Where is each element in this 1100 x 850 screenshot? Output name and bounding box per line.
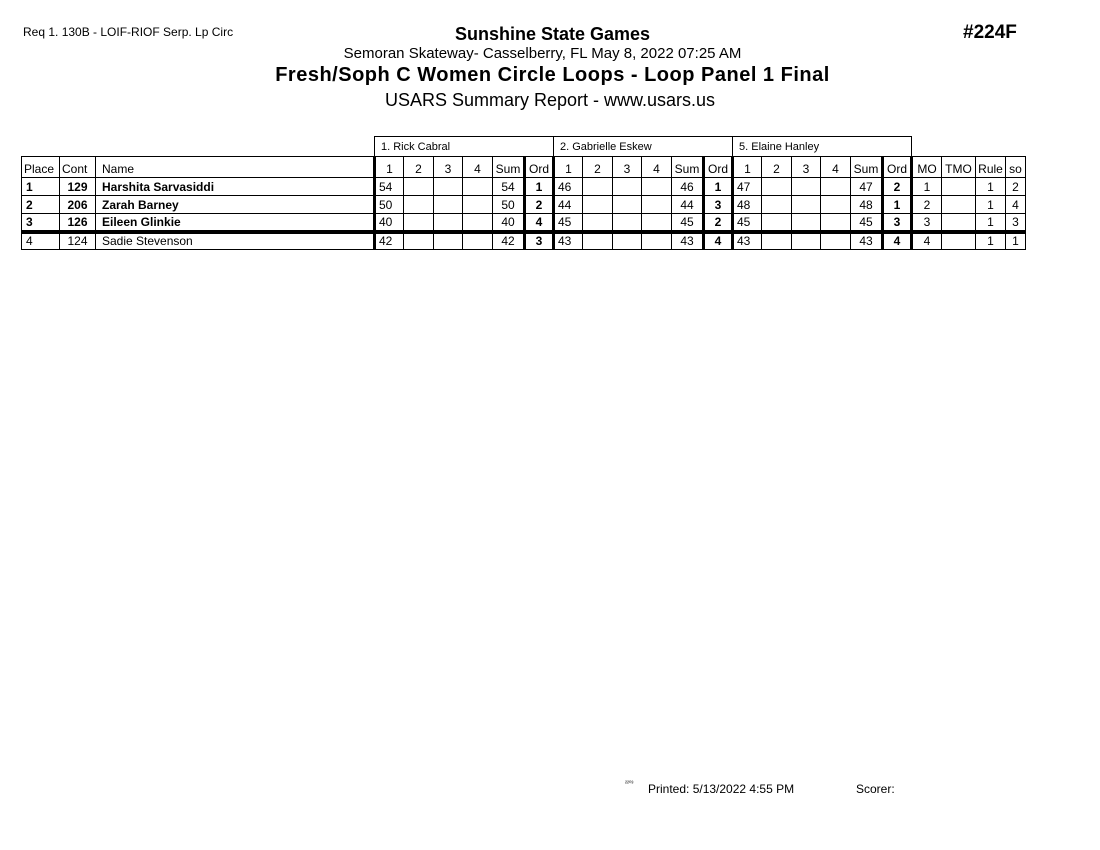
header-judge-2-col-2: 2 (583, 157, 613, 178)
footer-mark: ²²⁰³ (625, 781, 634, 787)
header-judge-1-col-4: 4 (463, 157, 493, 178)
so-cell: 4 (1006, 196, 1026, 214)
judge-ordinal-cell: 3 (883, 214, 912, 232)
judge-sum-cell: 42 (493, 232, 525, 250)
header-so: so (1006, 157, 1026, 178)
results-table (21, 136, 1026, 250)
judge-score-cell (434, 214, 463, 232)
judge-sum-cell: 46 (672, 178, 704, 196)
tmo-cell (942, 178, 976, 196)
judge-ordinal-cell: 1 (883, 196, 912, 214)
cont-cell: 126 (60, 214, 96, 232)
header-judge-1-col-1: 1 (375, 157, 404, 178)
printed-timestamp: Printed: 5/13/2022 4:55 PM (648, 782, 795, 796)
judge-score-cell (404, 196, 434, 214)
venue-date: Semoran Skateway- Casselberry, FL May 8, 2022 07:25 AM (343, 45, 742, 62)
header-judge-3-col-2: 2 (762, 157, 792, 178)
judge-score-cell (821, 214, 851, 232)
judge-score-cell (613, 196, 642, 214)
judge-score-cell (434, 196, 463, 214)
header-judge-3-col-6: Ord (883, 157, 912, 178)
judge-score-cell: 45 (733, 214, 762, 232)
judge-score-cell (642, 196, 672, 214)
judge-score-cell (792, 196, 821, 214)
judge-sum-cell: 45 (672, 214, 704, 232)
judge-score-cell: 42 (375, 232, 404, 250)
judge-score-cell (821, 232, 851, 250)
judge-ordinal-cell: 2 (525, 196, 554, 214)
header-judge-2-col-6: Ord (704, 157, 733, 178)
mo-cell: 1 (912, 178, 942, 196)
judge-score-cell (463, 196, 493, 214)
mo-cell: 3 (912, 214, 942, 232)
cont-cell: 129 (60, 178, 96, 196)
mo-cell: 2 (912, 196, 942, 214)
header-judge-1-col-3: 3 (434, 157, 463, 178)
name-cell: Eileen Glinkie (96, 214, 375, 232)
judge-sum-cell: 48 (851, 196, 883, 214)
judge-2-name: 2. Gabrielle Eskew (554, 137, 733, 157)
judge-sum-cell: 50 (493, 196, 525, 214)
judge-score-cell (792, 178, 821, 196)
judge-score-cell: 40 (375, 214, 404, 232)
header-cont: Cont (60, 157, 96, 178)
judge-score-cell (583, 196, 613, 214)
header-judge-2-col-4: 4 (642, 157, 672, 178)
judge-ordinal-cell: 3 (525, 232, 554, 250)
judge-score-cell (434, 232, 463, 250)
judge-score-cell: 48 (733, 196, 762, 214)
place-cell: 3 (22, 214, 60, 232)
table-row (22, 178, 1026, 196)
judge-score-cell: 47 (733, 178, 762, 196)
place-cell: 1 (22, 178, 60, 196)
so-cell: 2 (1006, 178, 1026, 196)
name-cell: Zarah Barney (96, 196, 375, 214)
place-cell: 2 (22, 196, 60, 214)
report-title: USARS Summary Report - www.usars.us (384, 90, 716, 110)
judge-ordinal-cell: 3 (704, 196, 733, 214)
judges-row (22, 137, 1026, 157)
so-cell: 1 (1006, 232, 1026, 250)
request-label: Req 1. 130B - LOIF-RIOF Serp. Lp Circ (23, 25, 234, 39)
header-name: Name (96, 157, 375, 178)
judge-score-cell (404, 232, 434, 250)
header-judge-2-col-5: Sum (672, 157, 704, 178)
judge-score-cell (792, 232, 821, 250)
header-judge-3-col-1: 1 (733, 157, 762, 178)
judge-score-cell: 43 (733, 232, 762, 250)
judge-score-cell (762, 214, 792, 232)
name-cell: Harshita Sarvasiddi (96, 178, 375, 196)
so-cell: 3 (1006, 214, 1026, 232)
cont-cell: 124 (60, 232, 96, 250)
judge-score-cell (762, 196, 792, 214)
judge-ordinal-cell: 4 (525, 214, 554, 232)
judge-score-cell (404, 178, 434, 196)
judge-score-cell (642, 178, 672, 196)
judge-score-cell: 45 (554, 214, 583, 232)
header-judge-1-col-5: Sum (493, 157, 525, 178)
header-mo: MO (912, 157, 942, 178)
header-judge-1-col-2: 2 (404, 157, 434, 178)
judge-ordinal-cell: 4 (704, 232, 733, 250)
header-judge-1-col-6: Ord (525, 157, 554, 178)
table-row (22, 232, 1026, 250)
column-header-row (22, 157, 1026, 178)
judge-score-cell (583, 232, 613, 250)
event-number: #224F (963, 22, 1017, 43)
rule-cell: 1 (976, 178, 1006, 196)
judge-score-cell (821, 196, 851, 214)
name-cell: Sadie Stevenson (96, 232, 375, 250)
judge-score-cell (792, 214, 821, 232)
judge-ordinal-cell: 2 (883, 178, 912, 196)
judge-score-cell (434, 178, 463, 196)
scorer-label: Scorer: (856, 782, 895, 796)
judge-score-cell (642, 232, 672, 250)
judge-sum-cell: 43 (672, 232, 704, 250)
judge-score-cell (762, 178, 792, 196)
judge-ordinal-cell: 4 (883, 232, 912, 250)
rule-cell: 1 (976, 214, 1006, 232)
header-place: Place (22, 157, 60, 178)
tmo-cell (942, 214, 976, 232)
judge-score-cell: 46 (554, 178, 583, 196)
judge-1-name: 1. Rick Cabral (375, 137, 554, 157)
judge-score-cell (762, 232, 792, 250)
header-judge-3-col-4: 4 (821, 157, 851, 178)
judge-score-cell (463, 178, 493, 196)
header-judge-3-col-5: Sum (851, 157, 883, 178)
judge-score-cell: 54 (375, 178, 404, 196)
judge-sum-cell: 54 (493, 178, 525, 196)
judge-score-cell (821, 178, 851, 196)
place-cell: 4 (22, 232, 60, 250)
judge-score-cell (613, 214, 642, 232)
mo-cell: 4 (912, 232, 942, 250)
judge-sum-cell: 43 (851, 232, 883, 250)
judge-sum-cell: 45 (851, 214, 883, 232)
header-judge-3-col-3: 3 (792, 157, 821, 178)
tmo-cell (942, 196, 976, 214)
event-title: Fresh/Soph C Women Circle Loops - Loop Panel 1 Final (275, 64, 830, 86)
rule-cell: 1 (976, 232, 1006, 250)
judge-score-cell (404, 214, 434, 232)
judge-score-cell (463, 232, 493, 250)
judge-score-cell (613, 232, 642, 250)
tmo-cell (942, 232, 976, 250)
header-judge-2-col-3: 3 (613, 157, 642, 178)
cont-cell: 206 (60, 196, 96, 214)
judge-ordinal-cell: 2 (704, 214, 733, 232)
judge-score-cell (613, 178, 642, 196)
judge-score-cell (642, 214, 672, 232)
judge-score-cell (583, 214, 613, 232)
judge-3-name: 5. Elaine Hanley (733, 137, 912, 157)
judge-ordinal-cell: 1 (525, 178, 554, 196)
header-judge-2-col-1: 1 (554, 157, 583, 178)
competition-title: Sunshine State Games (454, 24, 651, 44)
judge-score-cell (583, 178, 613, 196)
table-row (22, 214, 1026, 232)
header-rule: Rule (976, 157, 1006, 178)
judge-score-cell: 44 (554, 196, 583, 214)
judge-sum-cell: 44 (672, 196, 704, 214)
judge-ordinal-cell: 1 (704, 178, 733, 196)
judge-sum-cell: 47 (851, 178, 883, 196)
rule-cell: 1 (976, 196, 1006, 214)
table-row (22, 196, 1026, 214)
judge-score-cell: 50 (375, 196, 404, 214)
header-tmo: TMO (942, 157, 976, 178)
judge-sum-cell: 40 (493, 214, 525, 232)
judge-score-cell (463, 214, 493, 232)
judge-score-cell: 43 (554, 232, 583, 250)
